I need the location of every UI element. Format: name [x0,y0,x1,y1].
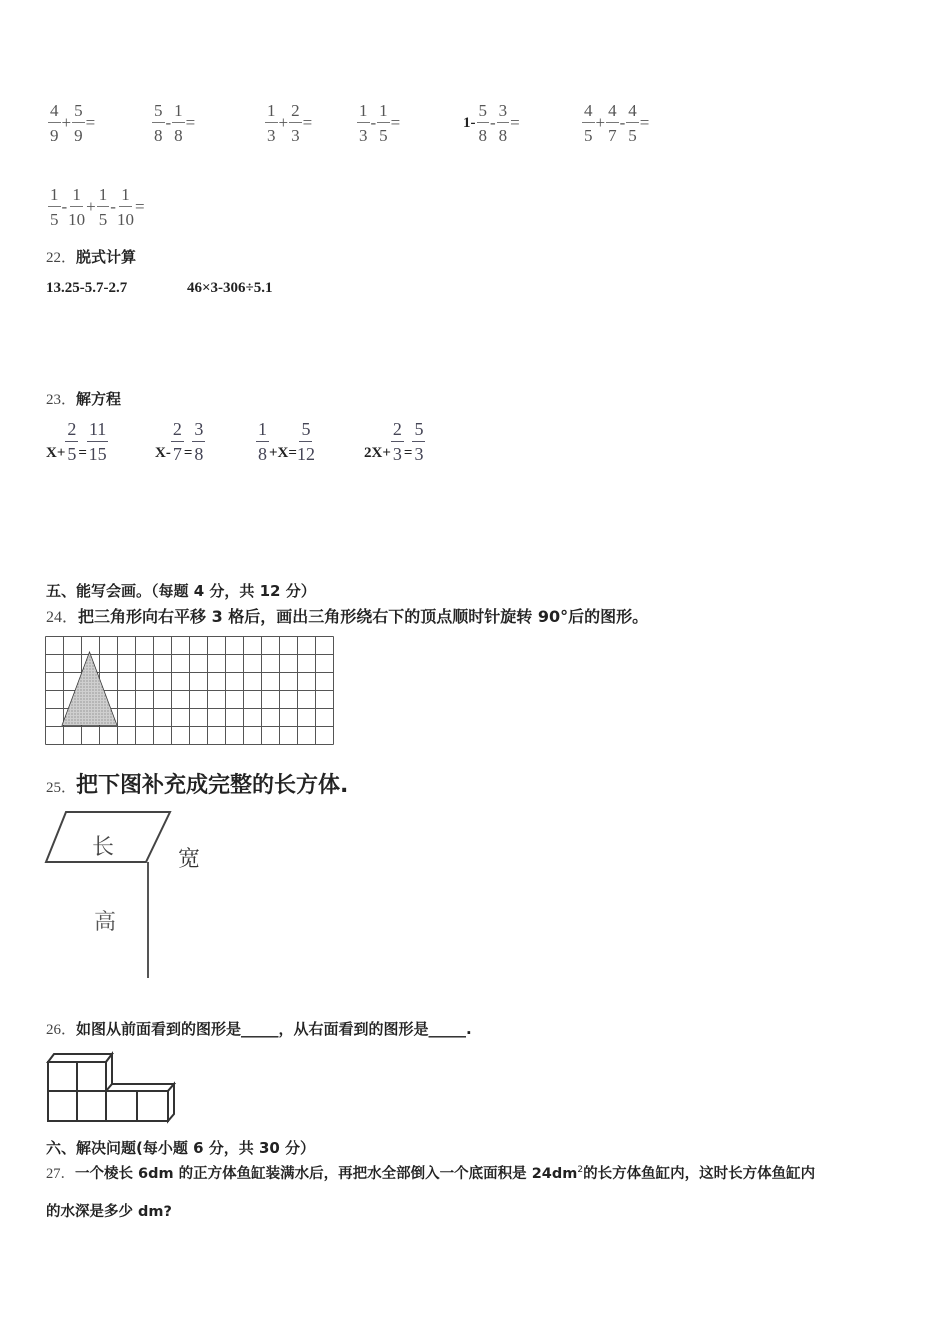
question-22-heading: 22．脱式计算 [46,248,137,266]
fraction-expression-3 [265,102,313,144]
cube-top-2 [77,1062,106,1091]
operator: = [639,113,650,132]
fraction: $\frac{3}{8}$ [194,419,204,464]
cube-stack-figure [44,1050,180,1126]
operator: - [165,113,172,132]
cuboid-sketch [44,808,274,988]
operator: - [61,197,68,216]
operator: = [510,113,520,132]
fraction-expression-row2-1 [48,186,146,228]
question-23-heading: 23．解方程 [46,390,122,408]
fraction: $\frac{4}{7}$ [608,101,617,145]
translation-grid [44,635,336,745]
fraction-expression-6 [582,102,650,144]
fraction: $\frac{11}{15}$ [88,419,107,464]
fraction: $\frac{1}{5}$ [379,101,388,145]
operator: + [61,113,72,132]
prefix-text: 1- [463,114,476,131]
fraction: $\frac{1}{3}$ [359,101,368,145]
cube-bottom-1 [48,1091,77,1121]
fraction-expression-1 [48,102,96,144]
label-width: 宽 [178,847,201,872]
fraction: $\frac{4}{9}$ [50,101,59,145]
fraction: $\frac{1}{10}$ [116,185,134,229]
fraction: $\frac{4}{5}$ [628,101,637,145]
operator: = [185,113,196,132]
operator: - [110,197,116,216]
fraction: $\frac{4}{5}$ [584,101,593,145]
operator: = [85,113,96,132]
fraction-expression-2 [152,102,196,144]
fraction: $\frac{1}{3}$ [267,101,276,145]
cube-bottom-2 [77,1091,106,1121]
top-back-face [48,1054,112,1062]
fraction: $\frac{2}{7}$ [172,419,182,464]
fraction-expression-4 [357,102,401,144]
question-26-text: 26．如图从前面看到的图形是_____，从右面看到的图形是_____. [46,1020,472,1038]
fraction: $\frac{5}{3}$ [414,419,424,464]
operator: + [86,197,96,216]
equation-2: X- $\frac{2}{7}$ = $\frac{3}{8}$ [155,419,204,464]
fraction: $\frac{3}{8}$ [498,101,508,145]
fraction: $\frac{2}{5}$ [67,419,77,464]
equation-4: 2X+ $\frac{2}{3}$ = $\frac{5}{3}$ [364,419,424,464]
fraction: $\frac{5}{12}$ [296,419,315,464]
operator: + [278,113,289,132]
fraction: $\frac{5}{8}$ [478,101,487,145]
operator: - [370,113,377,132]
fraction: $\frac{1}{8}$ [174,101,183,145]
section-6-heading: 六、解决问题(每小题 6 分，共 30 分） [46,1139,316,1157]
operator: = [302,113,313,132]
bottom-top-face [106,1084,174,1091]
operator: = [134,197,145,216]
label-height: 高 [94,910,117,935]
fraction: $\frac{5}{9}$ [74,101,83,145]
fraction-expression-5 [462,102,521,144]
cube-bottom-3 [106,1091,137,1121]
fraction: $\frac{1}{10}$ [68,185,86,229]
fraction: $\frac{2}{3}$ [291,101,300,145]
question-24-text: 24．把三角形向右平移 3 格后，画出三角形绕右下的顶点顺时针旋转 90°后的图形。 [46,607,649,626]
equation-1: X+ $\frac{2}{5}$ = $\frac{11}{15}$ [46,419,107,464]
question-25-text: 25．把下图补充成完整的长方体. [46,773,349,798]
operator: + [595,113,606,132]
question-27-line-2: 的水深是多少 dm? [46,1204,172,1220]
fraction: $\frac{1}{5}$ [98,185,108,229]
question-27-line-1: 27．一个棱长 6dm 的正方体鱼缸装满水后，再把水全部倒入一个底面积是 $24dm^2$的长方体鱼缸内，这时长方体鱼缸内 [46,1165,816,1182]
section-5-heading: 五、能写会画。（每题 4 分，共 12 分） [46,582,316,600]
fraction: $\frac{2}{3}$ [392,419,402,464]
q22-expression-1: 13.25-5.7-2.7 [46,280,128,296]
cube-top-1 [48,1062,77,1091]
operator: - [619,113,626,132]
fraction: $\frac{1}{5}$ [50,185,59,229]
operator: - [490,113,496,132]
q22-expression-2: 46×3-306÷5.1 [187,280,273,296]
operator: = [390,113,401,132]
fraction: $\frac{1}{8}$ [258,419,267,464]
equation-3: $\frac{1}{8}$ +X= $\frac{5}{12}$ [258,419,315,464]
fraction: $\frac{5}{8}$ [154,101,163,145]
cube-bottom-4 [137,1091,168,1121]
label-length: 长 [92,835,115,860]
